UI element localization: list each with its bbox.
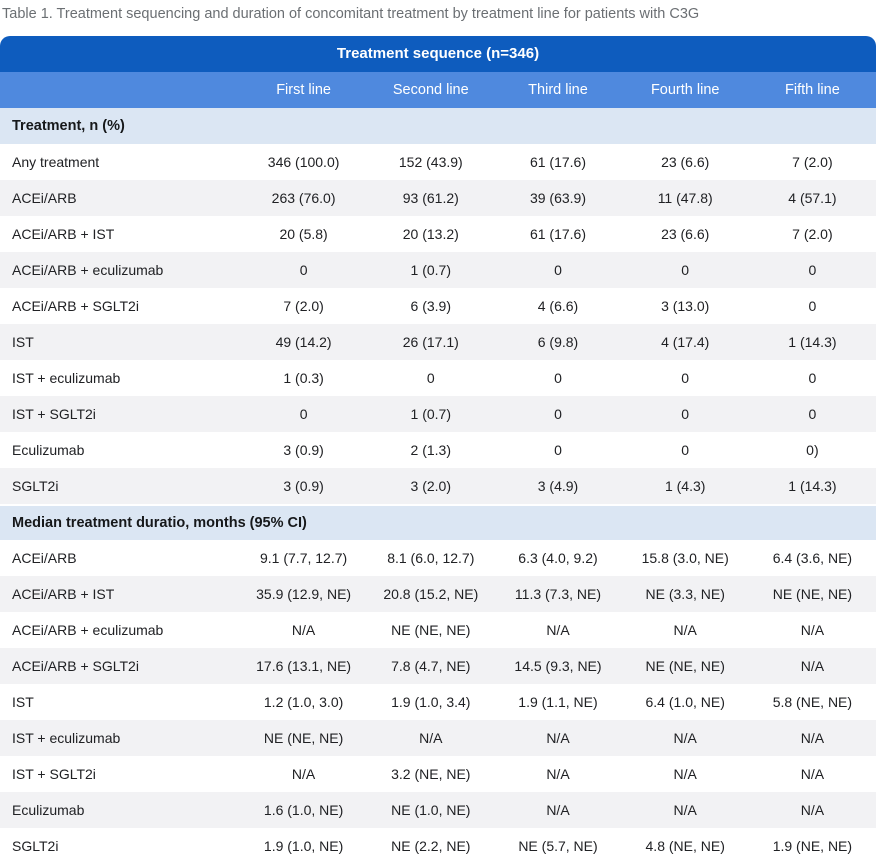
cell-value: 0 (808, 370, 817, 386)
cell-value: NE (5.7, NE) (518, 838, 598, 854)
cell-value: 23 (6.6) (661, 154, 710, 170)
cell-value: 15.8 (3.0, NE) (641, 550, 729, 566)
cell-value: 61 (17.6) (529, 154, 587, 170)
cell-value: 0) (806, 442, 819, 458)
table-row (0, 324, 876, 360)
column-header: Third line (528, 82, 588, 98)
row-label: SGLT2i (12, 478, 59, 494)
cell-value: 0 (299, 406, 308, 422)
cell-value: 0 (808, 262, 817, 278)
cell-value: 4.8 (NE, NE) (645, 838, 725, 854)
cell-value: 9.1 (7.7, 12.7) (260, 550, 348, 566)
cell-value: 3 (0.9) (283, 478, 324, 494)
cell-value: 2 (1.3) (410, 442, 452, 458)
cell-value: 35.9 (12.9, NE) (256, 586, 352, 602)
row-label: IST + eculizumab (12, 370, 121, 386)
cell-value: 0 (554, 262, 562, 278)
table-body (0, 108, 876, 864)
cell-value: 263 (76.0) (271, 190, 336, 206)
cell-value: NE (NE, NE) (263, 730, 344, 746)
table-row (0, 684, 876, 720)
cell-value: N/A (673, 622, 697, 638)
column-header-row (0, 72, 876, 108)
cell-value: 17.6 (13.1, NE) (256, 658, 352, 674)
row-label: Eculizumab (12, 442, 85, 458)
cell-value: 8.1 (6.0, 12.7) (387, 550, 475, 566)
row-label: ACEi/ARB + eculizumab (12, 262, 164, 278)
cell-value: 7 (2.0) (792, 226, 833, 242)
table-row (0, 792, 876, 828)
table-row (0, 612, 876, 648)
cell-value: NE (3.3, NE) (645, 586, 725, 602)
cell-value: 1 (14.3) (788, 478, 837, 494)
cell-value: 3 (4.9) (537, 478, 579, 494)
cell-value: N/A (546, 766, 570, 782)
cell-value: 23 (6.6) (661, 226, 710, 242)
cell-value: 6.3 (4.0, 9.2) (518, 550, 598, 566)
cell-value: N/A (800, 802, 825, 818)
cell-value: 11 (47.8) (657, 190, 713, 206)
cell-value: 11.3 (7.3, NE) (514, 586, 602, 602)
cell-value: 0 (681, 406, 690, 422)
cell-value: 20 (5.8) (279, 226, 328, 242)
cell-value: N/A (800, 622, 825, 638)
cell-value: 6 (9.8) (537, 334, 579, 350)
cell-value: 49 (14.2) (275, 334, 332, 350)
table-row (0, 216, 876, 252)
cell-value: N/A (546, 730, 570, 746)
table-row (0, 396, 876, 432)
table-row (0, 180, 876, 216)
cell-value: 0 (681, 370, 690, 386)
cell-value: 1 (4.3) (664, 478, 706, 494)
cell-value: 1.2 (1.0, 3.0) (263, 694, 344, 710)
cell-value: N/A (800, 766, 825, 782)
cell-value: 3.2 (NE, NE) (391, 766, 471, 782)
row-label: ACEi/ARB + eculizumab (12, 622, 164, 638)
row-label: ACEi/ARB + SGLT2i (12, 658, 139, 674)
cell-value: 0 (808, 406, 817, 422)
cell-value: NE (NE, NE) (645, 658, 725, 674)
cell-value: 7.8 (4.7, NE) (391, 658, 471, 674)
cell-value: 152 (43.9) (398, 154, 463, 170)
cell-value: 0 (299, 262, 308, 278)
cell-value: 1 (14.3) (788, 334, 837, 350)
row-label: ACEi/ARB (12, 550, 77, 566)
table-caption: Table 1. Treatment sequencing and duration of concomitant treatment by treatment line for patients with C3G (2, 6, 700, 22)
cell-value: NE (NE, NE) (391, 622, 471, 638)
row-label: Eculizumab (12, 802, 85, 818)
cell-value: 4 (57.1) (788, 190, 837, 206)
row-label: SGLT2i (12, 838, 59, 854)
row-label: IST + eculizumab (12, 730, 121, 746)
table-row (0, 648, 876, 684)
cell-value: 346 (100.0) (267, 154, 340, 170)
cell-value: 6 (3.9) (410, 298, 452, 314)
row-label: ACEi/ARB + SGLT2i (12, 298, 139, 314)
cell-value: 0 (681, 262, 690, 278)
cell-value: 39 (63.9) (529, 190, 587, 206)
cell-value: 0 (681, 442, 690, 458)
table-row (0, 576, 876, 612)
cell-value: 4 (6.6) (537, 298, 579, 314)
cell-value: 20.8 (15.2, NE) (383, 586, 479, 602)
cell-value: 20 (13.2) (402, 226, 459, 242)
row-label: IST (12, 694, 34, 710)
cell-value: 3 (13.0) (661, 298, 710, 314)
cell-value: 6.4 (1.0, NE) (645, 694, 725, 710)
table-row (0, 432, 876, 468)
row-label: IST + SGLT2i (12, 406, 96, 422)
cell-value: 61 (17.6) (529, 226, 587, 242)
cell-value: N/A (419, 730, 443, 746)
table-row (0, 288, 876, 324)
cell-value: 1 (0.3) (283, 370, 324, 386)
cell-value: N/A (291, 622, 316, 638)
row-label: IST (12, 334, 34, 350)
cell-value: N/A (546, 802, 570, 818)
cell-value: N/A (800, 730, 825, 746)
cell-value: 1.9 (1.1, NE) (518, 694, 598, 710)
cell-value: 0 (554, 442, 562, 458)
cell-value: 93 (61.2) (402, 190, 459, 206)
table-row (0, 468, 876, 504)
cell-value: NE (2.2, NE) (391, 838, 471, 854)
cell-value: 1 (0.7) (410, 406, 452, 422)
section-header-row: Treatment, n (%) (0, 108, 876, 144)
cell-value: 4 (17.4) (661, 334, 710, 350)
cell-value: 7 (2.0) (792, 154, 833, 170)
cell-value: 0 (554, 370, 562, 386)
row-label: ACEi/ARB (12, 190, 77, 206)
cell-value: 0 (426, 370, 435, 386)
cell-value: 3 (2.0) (410, 478, 452, 494)
table-row (0, 756, 876, 792)
table-row (0, 720, 876, 756)
cell-value: 1.9 (1.0, 3.4) (391, 694, 471, 710)
cell-value: 1.9 (NE, NE) (772, 838, 853, 854)
cell-value: 7 (2.0) (283, 298, 324, 314)
column-header: Fifth line (784, 82, 840, 98)
row-label: Any treatment (12, 154, 100, 170)
column-header: Fourth line (650, 82, 720, 98)
cell-value: 1 (0.7) (410, 262, 452, 278)
column-header: Second line (392, 82, 469, 98)
table-row (0, 828, 876, 864)
table-title-bar: Treatment sequence (n=346) (0, 36, 876, 72)
table-row (0, 144, 876, 180)
row-label: ACEi/ARB + IST (12, 226, 115, 242)
cell-value: 6.4 (3.6, NE) (772, 550, 853, 566)
cell-value: N/A (546, 622, 570, 638)
cell-value: 26 (17.1) (402, 334, 459, 350)
cell-value: 0 (808, 298, 817, 314)
table-row (0, 360, 876, 396)
cell-value: 1.6 (1.0, NE) (263, 802, 344, 818)
cell-value: 3 (0.9) (283, 442, 324, 458)
cell-value: N/A (673, 802, 697, 818)
row-label: ACEi/ARB + IST (12, 586, 115, 602)
cell-value: N/A (291, 766, 316, 782)
table-row (0, 540, 876, 576)
table-row (0, 252, 876, 288)
cell-value: 14.5 (9.3, NE) (514, 658, 602, 674)
cell-value: 5.8 (NE, NE) (772, 694, 853, 710)
cell-value: 0 (554, 406, 562, 422)
column-header: First line (276, 82, 331, 98)
cell-value: N/A (673, 730, 697, 746)
cell-value: 1.9 (1.0, NE) (263, 838, 344, 854)
cell-value: N/A (673, 766, 697, 782)
cell-value: N/A (800, 658, 825, 674)
row-label: IST + SGLT2i (12, 766, 96, 782)
cell-value: NE (NE, NE) (772, 586, 853, 602)
section-header-row: Median treatment duratio, months (95% CI) (0, 504, 876, 540)
cell-value: NE (1.0, NE) (391, 802, 471, 818)
treatment-table (0, 36, 876, 864)
